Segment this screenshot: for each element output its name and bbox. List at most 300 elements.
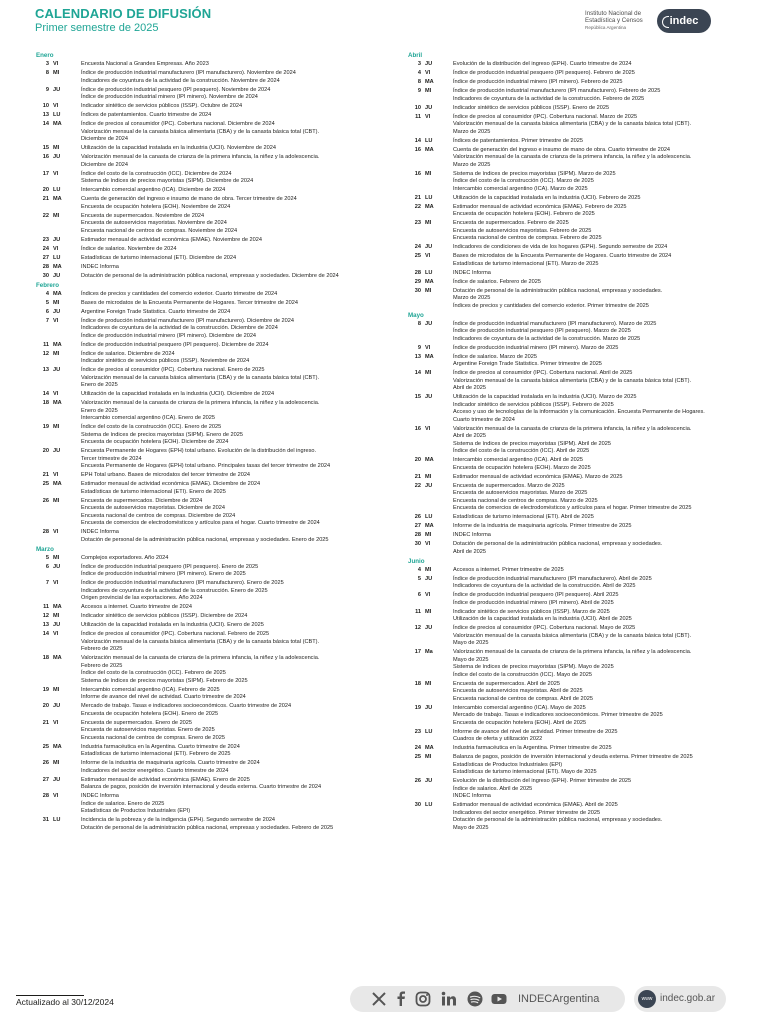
release-list: [453, 61, 763, 69]
calendar-day-entry: [36, 318, 391, 341]
calendar-day-entry: [36, 529, 391, 544]
release-list: [453, 483, 763, 513]
release-item: Encuesta de ocupación hotelera (EOH). Diciembre de 2024: [81, 439, 229, 445]
day-number: 31: [42, 817, 49, 823]
weekday-label: MI: [425, 754, 432, 760]
day-number: 23: [42, 236, 49, 243]
release-list: [81, 655, 391, 685]
release-item: Índice de salarios. Abril de 2025: [453, 785, 533, 792]
release-list: [453, 649, 763, 679]
day-number: 21: [414, 194, 421, 201]
calendar-column-right: [408, 52, 763, 834]
day-number: 19: [42, 686, 49, 693]
weekday-label: VI: [53, 170, 59, 177]
calendar-day-entry: [408, 592, 763, 607]
release-item: Índice de salarios. Noviembre de 2024: [81, 245, 177, 252]
release-list: [453, 138, 763, 146]
release-item: Accesos a internet. Cuarto trimestre de 2024: [81, 604, 192, 610]
day-number: 20: [42, 703, 49, 709]
calendar-day-entry: [36, 777, 391, 792]
calendar-day-entry: [36, 121, 391, 144]
release-list: [453, 592, 763, 607]
weekday-label: VI: [53, 391, 59, 397]
release-item: Índice de salarios. Febrero de 2025: [453, 278, 542, 285]
weekday-label: VI: [425, 253, 431, 259]
updated-date: Actualizado al 30/12/2024: [16, 997, 114, 1007]
release-item: Incidencia de la pobreza y de la indigencia (EPH). Segundo semestre de 2024: [81, 817, 276, 823]
day-number: 10: [414, 104, 421, 111]
calendar-day-entry: [36, 246, 391, 254]
calendar-day-entry: [408, 279, 763, 287]
weekday-label: MI: [425, 370, 432, 376]
calendar-day-entry: [408, 114, 763, 137]
calendar-day-entry: [36, 342, 391, 350]
weekday-label: MI: [53, 424, 60, 430]
day-number: 25: [414, 253, 421, 259]
calendar-day-entry: [408, 681, 763, 704]
day-number: 17: [42, 170, 49, 177]
release-item: Encuesta Permanente de Hogares (EPH) total urbano. Evolución de la distribución del ingreso. Tercer trimestre de 2024: [81, 448, 317, 462]
release-item: Estimador mensual de actividad económica (EMAE). Marzo de 2025: [453, 473, 623, 480]
release-item: Dotación de personal de la administración pública nacional, empresas y sociedades. Mayo de 2025: [453, 817, 663, 831]
day-number: 14: [42, 121, 49, 127]
day-number: 24: [42, 245, 49, 252]
weekday-label: MA: [53, 604, 62, 610]
calendar-day-entry: [36, 61, 391, 69]
release-list: [81, 309, 391, 317]
facebook-icon[interactable]: [392, 990, 410, 1008]
social-handle[interactable]: INDECArgentina: [518, 993, 600, 1005]
weekday-label: MI: [53, 760, 60, 766]
release-item: Índice de producción industrial pesquero (IPI pesquero). Febrero de 2025: [453, 70, 635, 76]
day-number: 21: [414, 473, 421, 480]
release-list: [81, 631, 391, 654]
day-number: 11: [415, 608, 421, 615]
release-list: [81, 300, 391, 308]
release-list: [453, 567, 763, 575]
release-list: [453, 321, 763, 344]
www-icon: www: [638, 990, 656, 1008]
release-item: Sistema de índices de precios mayoristas (SIPM). Enero de 2025: [81, 431, 243, 438]
weekday-label: MA: [425, 203, 434, 210]
weekday-label: LU: [425, 137, 433, 144]
calendar-day-entry: [408, 649, 763, 679]
calendar-day-entry: [408, 567, 763, 575]
release-item: Utilización de la capacidad instalada en la industria (UCII). Febrero de 2025: [453, 194, 641, 201]
weekday-label: JU: [53, 86, 61, 93]
release-item: Intercambio comercial argentino (ICA). Diciembre de 2024: [81, 187, 226, 193]
page-subtitle: Primer semestre de 2025: [35, 22, 159, 34]
release-list: [453, 345, 763, 353]
calendar-day-entry: [36, 391, 391, 399]
release-item: INDEC Informa: [81, 529, 119, 535]
weekday-label: VI: [53, 245, 59, 252]
day-number: 26: [414, 514, 421, 520]
month-heading: Junio: [408, 557, 425, 565]
calendar-day-entry: [408, 244, 763, 252]
release-list: [81, 255, 391, 263]
calendar-day-entry: [36, 187, 391, 195]
release-item: Evolución de la distribución del ingreso (EPH). Primer trimestre de 2025: [453, 778, 632, 784]
release-item: Índice de producción industrial minero (IPI minero). Noviembre de 2024: [81, 94, 258, 100]
calendar-day-entry: [36, 367, 391, 390]
release-item: Índice de producción industrial manufacturero (IPI manufacturero). Marzo de 2025: [453, 320, 657, 327]
calendar-day-entry: [408, 220, 763, 243]
calendar-day-entry: [36, 604, 391, 612]
weekday-label: JU: [425, 482, 433, 489]
release-list: [81, 472, 391, 480]
calendar-day-entry: [36, 264, 391, 272]
weekday-label: MI: [53, 686, 60, 693]
calendar-day-entry: [408, 88, 763, 103]
footer-divider: [16, 995, 84, 996]
release-item: Indicadores del sector energético. Primer trimestre de 2025: [453, 809, 601, 816]
month-heading: Febrero: [36, 281, 60, 289]
release-list: [453, 802, 763, 832]
weekday-label: MI: [53, 554, 60, 561]
calendar-day-entry: [408, 195, 763, 203]
day-number: 16: [414, 146, 421, 153]
release-item: Encuesta de autoservicios mayoristas. Marzo de 2025: [453, 490, 588, 496]
release-item: Índice de precios al consumidor (IPC). Cobertura nacional. Mayo de 2025: [453, 625, 636, 631]
release-list: [81, 604, 391, 612]
calendar-day-entry: [408, 745, 763, 753]
calendar-day-entry: [36, 793, 391, 816]
release-item: Indicador sintético de servicios públicos (ISSP). Marzo de 2025: [453, 608, 610, 615]
release-item: Valorización mensual de la canasta básica alimentaria (CBA) y de la canasta básica total (CBT). Diciembre de 2024: [81, 128, 320, 142]
release-item: Índice de producción industrial minero (IPI minero). Febrero de 2025: [453, 79, 623, 85]
weekday-label: MA: [53, 196, 62, 202]
release-item: Estimador mensual de actividad económica (EMAE). Noviembre de 2024: [81, 236, 262, 243]
release-item: Dotación de personal de la administración pública nacional, empresas y sociedades. Abril de 2025: [453, 541, 663, 555]
day-number: 5: [417, 575, 421, 582]
calendar-day-entry: [36, 703, 391, 718]
month-heading: Mayo: [408, 311, 424, 319]
release-item: Encuesta de supermercados. Enero de 2025: [81, 719, 193, 726]
weekday-label: MA: [425, 79, 434, 85]
weekday-label: MA: [425, 523, 434, 529]
calendar-day-entry: [36, 498, 391, 528]
release-list: [81, 793, 391, 816]
release-list: [453, 681, 763, 704]
weekday-label: MA: [53, 341, 62, 348]
release-item: Encuesta nacional de centros de compras. Marzo de 2025: [453, 497, 598, 504]
weekday-label: LU: [53, 254, 61, 261]
weekday-label: VI: [425, 113, 431, 120]
weekday-label: JU: [53, 367, 61, 373]
weekday-label: VI: [425, 541, 431, 547]
calendar-day-entry: [408, 625, 763, 648]
day-number: 25: [42, 743, 49, 750]
release-item: Bases de microdatos de la Encuesta Permanente de Hogares. Tercer trimestre de 2024: [81, 299, 298, 306]
x-icon[interactable]: [370, 990, 388, 1008]
weekday-label: VI: [425, 425, 431, 432]
release-item: Cuenta de generación del ingreso e insumo de mano de obra. Tercer trimestre de 2024: [81, 196, 297, 202]
weekday-label: JU: [425, 394, 433, 400]
page-header: [0, 0, 768, 44]
release-list: [453, 79, 763, 87]
calendar-day-entry: [408, 483, 763, 513]
indec-logo[interactable]: indec: [657, 9, 711, 33]
calendar-day-entry: [408, 474, 763, 482]
institution-name: [585, 10, 660, 31]
release-item: Encuesta de comercios de electrodomésticos y artículos para el hogar. Primer trimestre de 2025: [453, 505, 692, 511]
weekday-label: JU: [53, 448, 61, 454]
release-item: Informe de avance del nivel de actividad. Cuarto trimestre de 2024: [81, 694, 246, 700]
day-number: 11: [43, 341, 49, 348]
release-item: Encuesta nacional de centros de compras. Abril de 2025: [453, 695, 593, 702]
weekday-label: VI: [53, 317, 59, 324]
day-number: 6: [417, 592, 421, 598]
release-item: Encuesta de comercios de electrodomésticos y artículos para el hogar. Cuarto trimestre de 2024: [81, 520, 320, 526]
release-list: [453, 70, 763, 78]
release-list: [81, 291, 391, 299]
release-list: [81, 744, 391, 759]
release-item: Valorización mensual de la canasta básica alimentaria (CBA) y de la canasta básica total (CBT). Enero de 2025: [81, 374, 320, 388]
calendar-day-entry: [408, 171, 763, 194]
release-list: [453, 253, 763, 268]
release-item: Índice de precios al consumidor (IPC). Cobertura nacional. Febrero de 2025: [81, 631, 270, 637]
weekday-label: MI: [425, 608, 432, 615]
weekday-label: JU: [53, 703, 61, 709]
calendar-day-entry: [408, 426, 763, 456]
release-list: [81, 817, 391, 832]
weekday-label: LU: [425, 269, 433, 276]
release-list: [81, 720, 391, 743]
release-item: Sistema de índices de precios mayoristas (SIPM). Mayo de 2025: [453, 664, 614, 670]
release-item: Dotación de personal de la administración pública nacional, empresas y sociedades. Enero de 2025: [81, 536, 329, 543]
calendar-day-entry: [408, 514, 763, 522]
calendar-day-entry: [408, 79, 763, 87]
weekday-label: VI: [53, 793, 59, 799]
day-number: 27: [42, 776, 49, 783]
release-item: Estadísticas de turismo internacional (ETI). Diciembre de 2024: [81, 254, 237, 261]
release-item: INDEC Informa: [81, 263, 119, 270]
day-number: 20: [42, 187, 49, 193]
day-number: 7: [45, 317, 49, 324]
day-number: 7: [45, 580, 49, 586]
day-number: 14: [414, 137, 421, 144]
release-item: Índices de precios y cantidades del comercio exterior. Primer trimestre de 2025: [453, 302, 649, 309]
release-item: Estadísticas de turismo internacional (ETI). Marzo de 2025: [453, 260, 599, 267]
youtube-icon[interactable]: [490, 990, 508, 1008]
release-item: Indicadores de coyuntura de la actividad de la construcción. Diciembre de 2024: [81, 325, 278, 331]
release-item: Índice de producción industrial minero (IPI minero). Enero de 2025: [81, 571, 246, 577]
release-list: [453, 514, 763, 522]
release-item: Balanza de pagos, posición de inversión internacional y deuda externa. Primer trimestre de 2025: [453, 754, 693, 760]
release-list: [81, 70, 391, 85]
release-item: Valorización mensual de la canasta de crianza de la primera infancia, la niñez y la adolescencia. Marzo de 2025: [453, 154, 692, 168]
release-item: Índice de precios al consumidor (IPC). Cobertura nacional. Enero de 2025: [81, 367, 265, 373]
weekday-label: MI: [53, 145, 60, 151]
day-number: 19: [414, 704, 421, 711]
release-list: [81, 213, 391, 236]
day-number: 23: [414, 728, 421, 735]
calendar-day-entry: [408, 288, 763, 311]
release-item: Índice del costo de la construcción (ICC). Febrero de 2025: [81, 670, 226, 676]
instagram-icon[interactable]: [414, 990, 432, 1008]
release-list: [81, 555, 391, 563]
month-heading: Enero: [36, 52, 54, 59]
release-item: Índices de patentamientos. Primer trimestre de 2025: [453, 137, 583, 144]
weekday-label: JU: [425, 625, 433, 631]
release-list: [453, 609, 763, 624]
weekday-label: VI: [53, 580, 59, 586]
release-item: Índice de producción industrial manufacturero (IPI manufacturero). Abril de 2025: [453, 575, 652, 582]
release-item: Utilización de la capacidad instalada en la industria (UCII). Noviembre de 2024: [81, 145, 276, 151]
release-item: EPH Total urbano. Bases de microdatos del tercer trimestre de 2024: [81, 472, 251, 478]
day-number: 26: [42, 497, 49, 504]
calendar-day-entry: [36, 237, 391, 245]
day-number: 13: [42, 622, 49, 628]
release-item: Índice de precios al consumidor (IPC). Cobertura nacional. Diciembre de 2024: [81, 121, 275, 127]
release-list: [81, 391, 391, 399]
release-item: Indicador sintético de servicios públicos (ISSP). Octubre de 2024: [81, 103, 243, 109]
release-item: Encuesta de autoservicios mayoristas. Noviembre de 2024: [81, 220, 227, 226]
weekday-label: LU: [425, 728, 433, 735]
day-number: 16: [414, 170, 421, 177]
weekday-label: VI: [425, 592, 431, 598]
release-item: Índice del costo de la construcción (ICC). Marzo de 2025: [453, 178, 594, 184]
weekday-label: MI: [425, 680, 432, 687]
day-number: 13: [42, 367, 49, 373]
release-list: [453, 105, 763, 113]
website-url[interactable]: indec.gob.ar: [660, 993, 716, 1004]
release-item: Evolución de la distribución del ingreso (EPH). Cuarto trimestre de 2024: [453, 61, 632, 67]
release-list: [81, 145, 391, 153]
calendar-day-entry: [408, 370, 763, 393]
release-item: Intercambio comercial argentino (ICA). Enero de 2025: [81, 415, 216, 421]
weekday-label: JU: [53, 272, 61, 279]
release-item: Industria farmacéutica en la Argentina. Primer trimestre de 2025: [453, 745, 612, 751]
release-item: Encuesta nacional de centros de compras. Diciembre de 2024: [81, 512, 236, 519]
calendar-day-entry: [36, 481, 391, 496]
release-item: Valorización mensual de la canasta básica alimentaria (CBA) y de la canasta básica total (CBT). Marzo de 2025: [453, 121, 692, 135]
release-item: Encuesta nacional de centros de compras. Noviembre de 2024: [81, 227, 238, 234]
weekday-label: VI: [425, 70, 431, 76]
release-list: [81, 760, 391, 775]
day-number: 9: [45, 86, 49, 93]
release-list: [453, 354, 763, 369]
release-item: Índice de producción industrial pesquero (IPI pesquero). Noviembre de 2024: [81, 86, 271, 93]
calendar-day-entry: [36, 154, 391, 169]
day-number: 26: [42, 760, 49, 766]
release-item: Utilización de la capacidad instalada en la industria (UCII). Enero de 2025: [81, 622, 264, 628]
day-number: 18: [414, 680, 421, 687]
release-item: Industria farmacéutica en la Argentina. Cuarto trimestre de 2024: [81, 743, 240, 750]
calendar-day-entry: [36, 400, 391, 423]
calendar-day-entry: [36, 351, 391, 366]
release-list: [453, 523, 763, 531]
release-item: Valorización mensual de la canasta de crianza de la primera infancia, la niñez y la adolescencia. Abril de 2025: [453, 425, 692, 439]
weekday-label: VI: [53, 472, 59, 478]
day-number: 25: [42, 481, 49, 487]
calendar-day-entry: [36, 87, 391, 102]
calendar-day-entry: [408, 61, 763, 69]
release-item: Índice del costo de la construcción (ICC). Diciembre de 2024: [81, 170, 232, 177]
day-number: 14: [414, 370, 421, 376]
release-item: Valorización mensual de la canasta básica alimentaria (CBA) y de la canasta básica total (CBT). Febrero de 2025: [81, 638, 320, 652]
release-item: Dotación de personal de la administración pública nacional, empresas y sociedades. Febrero de 2025: [81, 824, 334, 831]
release-item: Estimador mensual de actividad económica (EMAE). Enero de 2025: [81, 776, 250, 783]
release-list: [453, 576, 763, 591]
weekday-label: JU: [53, 308, 61, 315]
weekday-label: MI: [53, 497, 60, 504]
release-item: Indicadores de condiciones de vida de los hogares (EPH). Segundo semestre de 2024: [453, 244, 668, 250]
release-item: Índice de salarios. Enero de 2025: [81, 800, 165, 807]
release-item: Índice de precios al consumidor (IPC). Cobertura nacional. Abril de 2025: [453, 370, 633, 376]
release-item: Intercambio comercial argentino (ICA). Febrero de 2025: [81, 686, 220, 693]
calendar-day-entry: [36, 720, 391, 743]
release-list: [81, 448, 391, 471]
linkedin-icon[interactable]: [440, 990, 458, 1008]
release-item: Estimador mensual de actividad económica (EMAE). Febrero de 2025: [453, 203, 627, 210]
release-item: Utilización de la capacidad instalada en la industria (UCII). Abril de 2025: [453, 616, 632, 622]
day-number: 28: [42, 529, 49, 535]
day-number: 8: [45, 70, 49, 76]
day-number: 27: [414, 523, 421, 529]
calendar-day-entry: [408, 705, 763, 728]
calendar-day-entry: [408, 345, 763, 353]
weekday-label: JU: [425, 104, 433, 111]
release-list: [453, 541, 763, 556]
release-item: Accesos a internet. Primer trimestre de 2025: [453, 566, 564, 573]
weekday-label: JU: [425, 61, 433, 67]
day-number: 5: [45, 554, 49, 561]
calendar-day-entry: [36, 309, 391, 317]
day-number: 28: [414, 532, 421, 538]
release-list: [453, 370, 763, 393]
release-list: [453, 171, 763, 194]
release-item: Encuesta de ocupación hotelera (EOH). Marzo de 2025: [453, 464, 591, 471]
calendar-column-left: [36, 52, 391, 834]
day-number: 13: [42, 112, 49, 118]
day-number: 24: [414, 745, 421, 751]
calendar-day-entry: [408, 576, 763, 591]
release-item: Índice de producción industrial pesquero (IPI pesquero). Diciembre de 2024: [81, 341, 269, 348]
day-number: 29: [414, 278, 421, 285]
release-list: [81, 687, 391, 702]
release-list: [453, 288, 763, 311]
release-list: [81, 622, 391, 630]
release-item: Índice de producción industrial minero (IPI minero). Marzo de 2025: [453, 344, 619, 351]
calendar-day-entry: [36, 196, 391, 211]
release-item: Encuesta de supermercados. Febrero de 2025: [453, 220, 569, 226]
release-item: Índice de salarios. Diciembre de 2024: [81, 350, 175, 357]
release-list: [453, 279, 763, 287]
calendar-day-entry: [36, 300, 391, 308]
release-item: Encuesta de supermercados. Noviembre de 2024: [81, 212, 205, 219]
release-item: Balanza de pagos, posición de inversión internacional y deuda externa. Cuarto trimestre de 2024: [81, 784, 322, 790]
release-item: Encuesta nacional de centros de compras. Enero de 2025: [81, 734, 225, 741]
release-item: Complejos exportadores. Año 2024: [81, 554, 169, 561]
weekday-label: JU: [425, 244, 433, 250]
release-item: Encuesta de autoservicios mayoristas. Febrero de 2025: [453, 227, 592, 234]
day-number: 8: [417, 79, 421, 85]
release-list: [81, 481, 391, 496]
calendar-day-entry: [408, 523, 763, 531]
release-item: Valorización mensual de la canasta básica alimentaria (CBA) y de la canasta básica total (CBT). Abril de 2025: [453, 377, 692, 391]
spotify-icon[interactable]: [466, 990, 484, 1008]
release-item: Índice de producción industrial minero (IPI minero). Abril de 2025: [453, 599, 614, 606]
release-item: Intercambio comercial argentino (ICA). Mayo de 2025: [453, 704, 586, 711]
website-link[interactable]: [634, 986, 726, 1012]
weekday-label: VI: [53, 103, 59, 109]
release-item: Encuesta Nacional a Grandes Empresas. Año 2023: [81, 61, 209, 67]
release-item: Índice de producción industrial pesquero (IPI pesquero). Abril 2025: [453, 592, 619, 598]
release-list: [453, 729, 763, 744]
release-list: [453, 754, 763, 777]
